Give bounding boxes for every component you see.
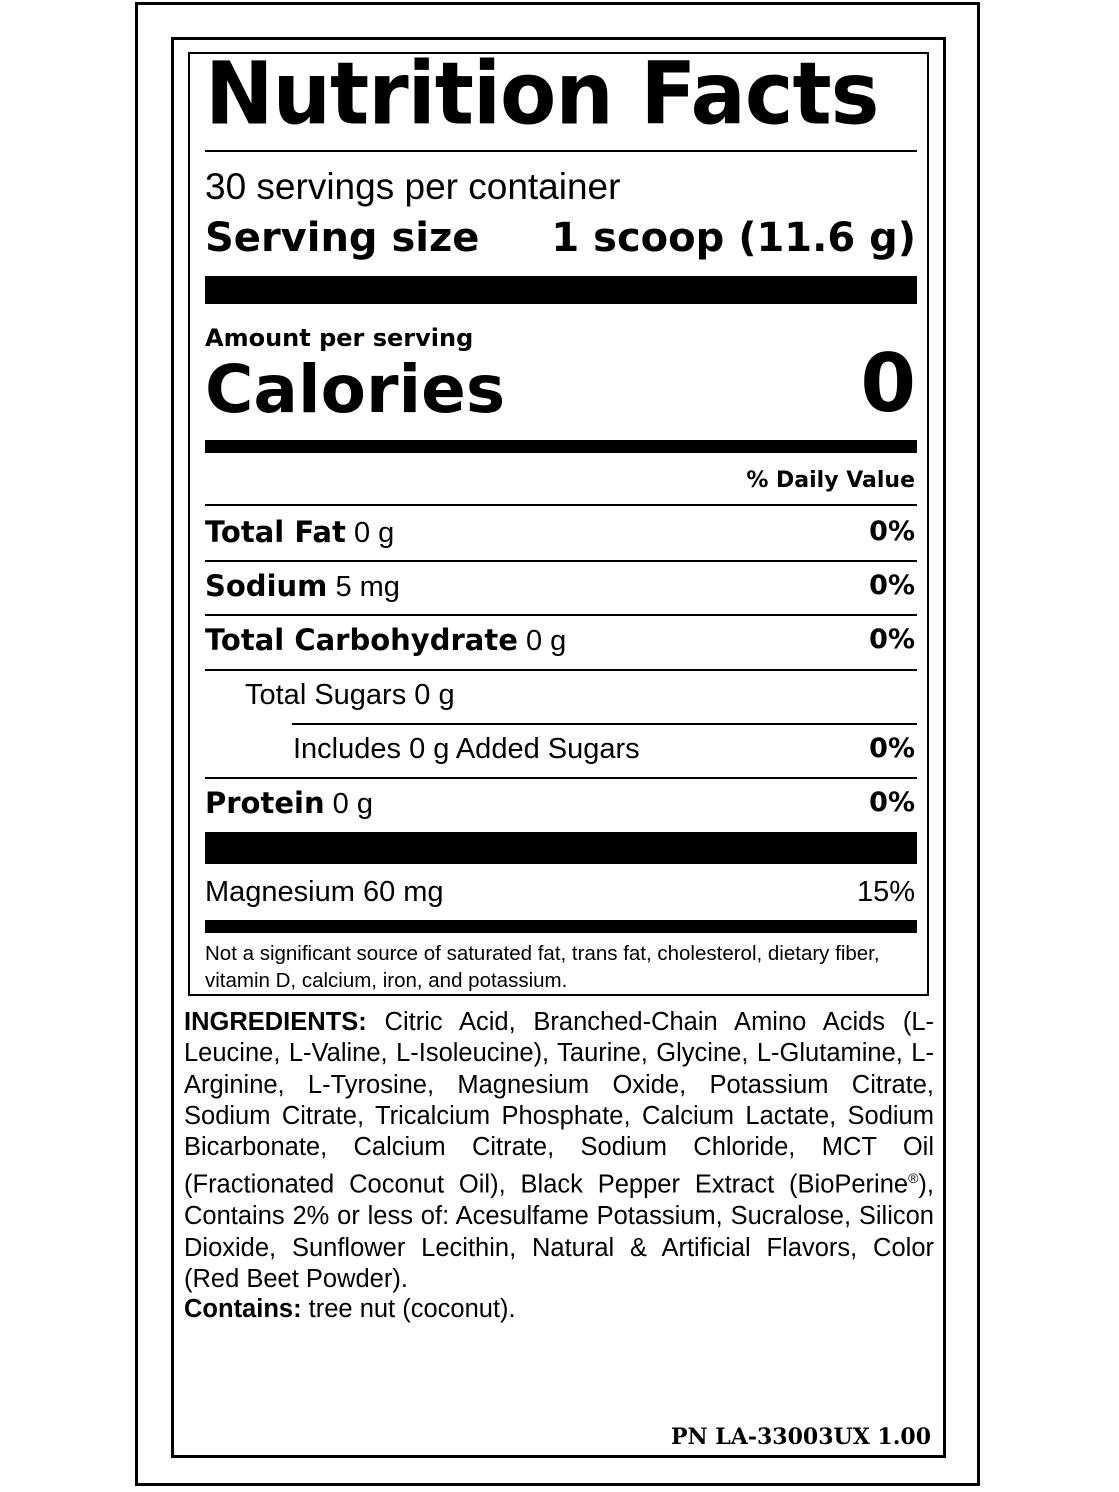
calories-value: 0 <box>860 337 916 430</box>
divider-thick <box>205 276 917 304</box>
nutrient-label: Total Sugars 0 g <box>245 679 455 711</box>
nutrient-dv: 0% <box>869 624 915 655</box>
calories-label: Calories <box>205 351 506 428</box>
allergen-statement: Contains: tree nut (coconut). <box>184 1295 516 1323</box>
nutrient-label: Magnesium 60 mg <box>205 876 444 908</box>
nutrient-label: Sodium 5 mg <box>205 569 400 603</box>
nutrient-row-magnesium <box>205 868 917 920</box>
nutrient-row-total-fat <box>205 508 917 560</box>
contains-label: Contains: <box>184 1295 302 1323</box>
nutrient-dv: 0% <box>869 570 915 601</box>
part-number: PN LA-33003UX 1.00 <box>670 1424 931 1450</box>
daily-value-header: % Daily Value <box>746 468 915 493</box>
nutrient-dv: 15% <box>856 876 915 908</box>
nutrient-label: Total Fat 0 g <box>205 515 395 549</box>
nutrient-row-added-sugars <box>205 725 917 777</box>
panel-title: Nutrition Facts <box>205 44 879 145</box>
footnote: Not a significant source of saturated fat, trans fat, cholesterol, dietary fiber, vitamin D, calcium, iron, and potassium. <box>205 942 880 992</box>
nutrient-row-total-sugars <box>205 671 917 723</box>
divider-thick <box>205 832 917 864</box>
nutrient-dv: 0% <box>869 787 915 818</box>
amount-per-serving: Amount per serving <box>205 324 474 352</box>
nutrient-dv: 0% <box>869 516 915 547</box>
divider-medium <box>205 920 917 933</box>
nutrient-dv: 0% <box>869 733 915 764</box>
ingredients-text: INGREDIENTS: Citric Acid, Branched-Chain Amino Acids (L-Leucine, L-Valine, L-Isoleucine), Taurine, Glycine, L-Glutamine, L-Arginine, L-Tyrosine, Magnesium Oxide, Potassium Citrate, Sodium Citrate, Tricalcium Phosphate, Calcium Lactate, Sodium Bicarbonate, Calcium Citrate, Sodium Chloride, MCT Oil (Fractionated Coconut Oil), Black Pepper Extract (BioPerine®), Contains 2% or less of: Acesulfame Potassium, Sucralose, Silicon Dioxide, Sunflower Lecithin, Natural & Artificial Flavors, Color (Red Beet Powder). <box>184 1008 934 1293</box>
nutrient-row-total-carbohydrate <box>205 616 917 668</box>
serving-size-value: 1 scoop (11.6 g) <box>551 215 916 261</box>
nutrient-row-sodium <box>205 562 917 614</box>
nutrient-label: Protein 0 g <box>205 786 373 820</box>
nutrient-label: Total Carbohydrate 0 g <box>205 623 567 657</box>
servings-per-container: 30 servings per container <box>205 166 621 207</box>
nutrient-label: Includes 0 g Added Sugars <box>293 733 640 765</box>
divider-thin <box>205 150 917 152</box>
registered-mark: ® <box>908 1170 919 1187</box>
serving-size-label: Serving size <box>205 215 480 261</box>
divider-thin <box>205 504 917 506</box>
divider-medium <box>205 440 917 453</box>
ingredients-label: INGREDIENTS: <box>184 1008 367 1036</box>
nutrient-row-protein <box>205 779 917 831</box>
